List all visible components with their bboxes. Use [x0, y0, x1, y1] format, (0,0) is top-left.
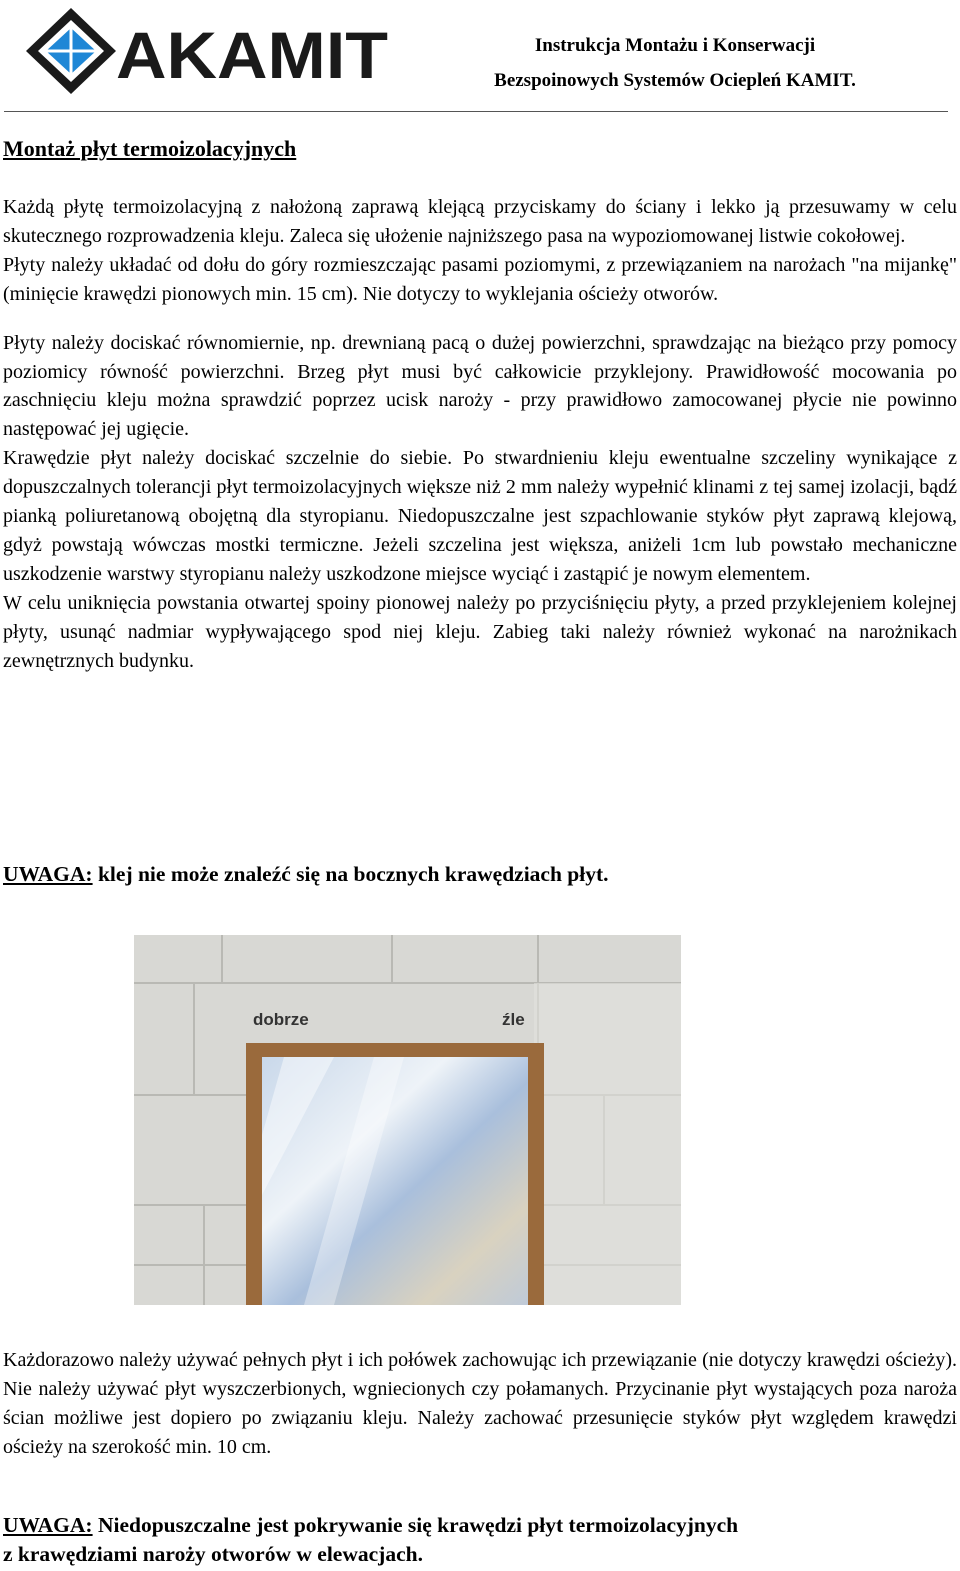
warning-2-text-line1: Niedopuszczalne jest pokrywanie się krawędzi płyt termoizolacyjnych [92, 1513, 739, 1537]
main-content [3, 133, 957, 676]
paragraph-4: Krawędzie płyt należy dociskać szczelnie do siebie. Po stwardnieniu kleju ewentualne szczeliny wynikające z dopuszczalnych tolerancji płyt termoizolacyjnych większe niż 2 mm należy wypełnić klinami z tej samej izolacji, bądź pianką poliuretanową obojętną dla styropianu. Niedopuszczalne jest szpachlowanie styków płyt zaprawą klejową, gdyż powstają wówczas mostki termiczne. Jeżeli szczelina jest większa, aniżeli 1cm lub powstało mechaniczne uszkodzenie warstwy styropianu należy uszkodzone miejsce wyciąć i zastąpić je nowym elementem. [3, 447, 957, 585]
paragraph-2: Płyty należy układać od dołu do góry rozmieszczając pasami poziomymi, z przewiązaniem na narożach "na mijankę" (minięcie krawędzi pionowych min. 15 cm). Nie dotyczy to wyklejania ościeży otworów. [3, 253, 957, 305]
warning-1 [3, 860, 957, 889]
page-header [0, 0, 960, 112]
paragraph-1: Każdą płytę termoizolacyjną z nałożoną zaprawą klejącą przyciskamy do ściany i lekko ją przesuwamy w celu skutecznego rozprowadzenia kleju. Zaleca się ułożenie najniższego pasa na wypoziomowanej listwie cokołowej. [3, 196, 957, 247]
paragraph-gap [3, 309, 957, 329]
header-title-line2: Bezspoinowych Systemów Ociepleń KAMIT. [494, 70, 856, 91]
warning-2-label: UWAGA: [3, 1513, 93, 1537]
label-bad: źle [502, 1010, 525, 1029]
warning-2-text-line2: z krawędziami naroży otworów w elewacjach. [3, 1541, 423, 1566]
label-good: dobrze [253, 1010, 309, 1029]
paragraph-5: W celu uniknięcia powstania otwartej spoiny pionowej należy po przyciśnięciu płyty, a przed przyklejeniem kolejnej płyty, usunąć nadmiar wypływającego spod niej kleju. Zabieg taki należy również wykonać na narożnikach zewnętrznych budynku. [3, 591, 957, 672]
warning-2-line1 [3, 1511, 957, 1540]
section-title: Montaż płyt termoizolacyjnych [3, 136, 297, 161]
warning-1-text: klej nie może znaleźć się na bocznych krawędziach płyt. [92, 862, 609, 886]
paragraph-3: Płyty należy dociskać równomiernie, np. drewnianą pacą o dużej powierzchni, sprawdzając na bieżąco przy pomocy poziomicy równość powierzchni. Brzeg płyt musi być całkowicie przyklejony. Prawidłowość mocowania po zaschnięciu kleju można sprawdzić poprzez ucisk naroży - przy prawidłowo zamocowanej płycie nie powinno następować jej ugięcie. [3, 331, 957, 441]
logo-text: AKAMIT [116, 18, 388, 92]
warning-1-label: UWAGA: [3, 862, 93, 886]
akamit-logo [24, 6, 394, 96]
insulation-board-illustration [134, 935, 681, 1305]
logo-diamond-icon [26, 8, 116, 94]
paragraph-after-figure: Każdorazowo należy używać pełnych płyt i ich połówek zachowując ich przewiązanie (nie dotyczy krawędzi ościeży). Nie należy używać płyt wyszczerbionych, wgniecionych czy połamanych. Przycinanie płyt wystających poza naroża ścian możliwe jest dopiero po związaniu kleju. Należy zachować przesunięcie styków płyt względem krawędzi ościeży na szerokość min. 10 cm. [3, 1349, 957, 1458]
header-title-line1: Instrukcja Montażu i Konserwacji [534, 35, 816, 56]
warning-2 [3, 1511, 957, 1568]
header-titles [440, 28, 910, 98]
header-divider [4, 111, 948, 112]
